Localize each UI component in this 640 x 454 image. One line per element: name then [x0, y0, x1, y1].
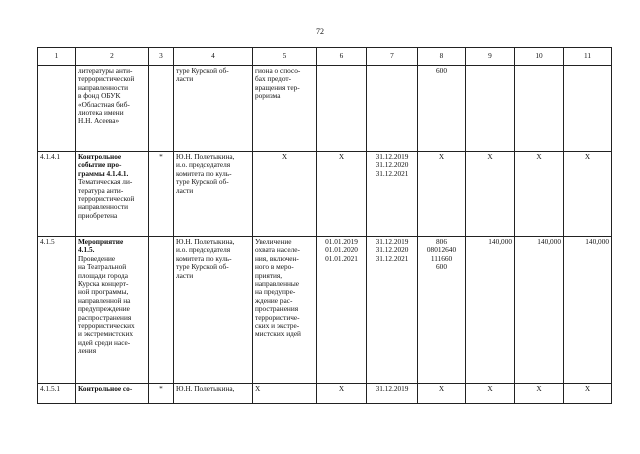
- cell-text-line: ских и экстре-: [255, 321, 300, 331]
- cell-text-line: 01.01.2019: [325, 237, 358, 246]
- cell-text-line: комитета по куль-: [176, 253, 232, 263]
- cell-responsible: [174, 66, 253, 152]
- cell-value-2020: 140,000: [515, 237, 564, 384]
- cell-text-line: террористических: [78, 321, 135, 331]
- header-cell: 7: [367, 48, 418, 66]
- cell-value-2021: 140,000: [564, 237, 612, 384]
- cell-text-line: 01.01.2021: [325, 253, 358, 263]
- header-cell: 1: [38, 48, 76, 66]
- cell-start-date: [317, 237, 367, 384]
- cell-text-line: предупреждение: [78, 304, 130, 314]
- cell-text-line: X: [255, 384, 261, 393]
- cell-text-line: охвата населе-: [255, 245, 300, 255]
- cell-text-line: мистских идей: [255, 329, 301, 339]
- cell-mark: *: [149, 152, 174, 237]
- cell-code: [418, 152, 466, 237]
- table-row: [38, 384, 612, 404]
- cell-text-line: 31.12.2019: [375, 152, 409, 161]
- cell-mark: [149, 237, 174, 384]
- cell-text-line: Контрольное: [78, 152, 122, 161]
- cell-code: [418, 237, 466, 384]
- cell-text-line: приятия,: [255, 270, 283, 280]
- cell-number: 4.1.4.1: [38, 152, 76, 237]
- cell-text-line: 111660: [430, 253, 453, 263]
- cell-responsible: [174, 384, 253, 404]
- cell-text-line: направленной на: [78, 295, 131, 305]
- cell-text-line: и.о. председателя: [176, 160, 231, 170]
- header-cell: 11: [564, 48, 612, 66]
- cell-text-line: террористиче-: [255, 312, 300, 322]
- cell-text-line: направленные: [255, 279, 300, 289]
- cell-start-date: [317, 384, 367, 404]
- header-cell: 9: [466, 48, 515, 66]
- cell-end-date: [367, 384, 418, 404]
- cell-text-line: ждение рас-: [255, 295, 293, 305]
- cell-mark: [149, 66, 174, 152]
- cell-text-line: Курска концерт-: [78, 279, 129, 289]
- cell-text-line: направленности: [78, 202, 129, 212]
- header-cell: 4: [174, 48, 253, 66]
- cell-text-line: лиотека имени: [78, 108, 124, 118]
- cell-text-line: вращения тер-: [255, 82, 300, 92]
- plan-table: [37, 47, 612, 404]
- cell-number: [38, 66, 76, 152]
- cell-value-2021: [564, 66, 612, 152]
- cell-text-line: Контрольное со-: [78, 384, 133, 393]
- cell-end-date: [367, 237, 418, 384]
- cell-result: [253, 237, 317, 384]
- cell-value-2021: X: [564, 384, 612, 404]
- cell-text-line: событие про-: [78, 160, 122, 170]
- cell-text-line: 600: [436, 262, 447, 272]
- cell-text-line: 01.01.2020: [325, 245, 358, 255]
- cell-text-line: приобретена: [78, 210, 118, 220]
- cell-result: [253, 384, 317, 404]
- cell-text-line: туре Курской об-: [176, 262, 229, 272]
- cell-text-line: туре Курской об-: [176, 177, 229, 187]
- cell-text-line: ласти: [176, 270, 194, 280]
- cell-text-line: 31.12.2020: [375, 245, 409, 255]
- cell-text-line: Проведение: [78, 253, 116, 263]
- cell-text-line: 31.12.2019: [375, 237, 409, 246]
- cell-text-line: тература анти-: [78, 185, 124, 195]
- cell-result: [253, 66, 317, 152]
- cell-number: 4.1.5.1: [38, 384, 76, 404]
- cell-text-line: граммы 4.1.4.1.: [78, 168, 129, 178]
- cell-event: [76, 66, 149, 152]
- cell-text-line: ласти: [176, 185, 194, 195]
- table-header-row: [38, 48, 612, 66]
- cell-text-line: террористической: [78, 194, 135, 204]
- cell-text-line: 08012640: [426, 245, 457, 255]
- cell-mark: *: [149, 384, 174, 404]
- cell-text-line: гиона о спосо-: [255, 66, 301, 75]
- cell-text-line: в фонд ОБУК: [78, 91, 121, 101]
- cell-value-2020: X: [515, 384, 564, 404]
- cell-text-line: Мероприятие: [78, 237, 124, 246]
- cell-text-line: Тематическая ли-: [78, 177, 133, 187]
- cell-end-date: [367, 152, 418, 237]
- cell-text-line: 600: [436, 66, 447, 75]
- cell-text-line: бах предот-: [255, 74, 292, 84]
- cell-text-line: комитета по куль-: [176, 168, 232, 178]
- cell-value-2019: [466, 66, 515, 152]
- cell-text-line: литературы анти-: [78, 66, 133, 75]
- cell-event: [76, 152, 149, 237]
- cell-text-line: направленности: [78, 82, 129, 92]
- cell-code: [418, 66, 466, 152]
- cell-text-line: распространения: [78, 312, 132, 322]
- cell-text-line: идей среди насе-: [78, 337, 131, 347]
- cell-text-line: пространения: [255, 304, 299, 314]
- cell-text-line: и экстремистских: [78, 329, 134, 339]
- cell-text-line: ного в меро-: [255, 262, 294, 272]
- cell-result: [253, 152, 317, 237]
- cell-responsible: [174, 237, 253, 384]
- table-row: [38, 237, 612, 384]
- cell-text-line: X: [338, 152, 345, 161]
- cell-start-date: [317, 152, 367, 237]
- header-cell: 10: [515, 48, 564, 66]
- cell-text-line: площади города: [78, 270, 128, 280]
- cell-value-2019: X: [466, 152, 515, 237]
- header-cell: 3: [149, 48, 174, 66]
- table-row: [38, 152, 612, 237]
- cell-text-line: ления: [78, 346, 97, 356]
- cell-text-line: на Театральной: [78, 262, 127, 272]
- cell-text-line: Увеличение: [255, 237, 292, 246]
- cell-event: [76, 237, 149, 384]
- cell-number: 4.1.5: [38, 237, 76, 384]
- cell-text-line: роризма: [255, 91, 281, 101]
- cell-text-line: 31.12.2021: [375, 168, 409, 178]
- header-cell: 6: [317, 48, 367, 66]
- cell-text-line: террористической: [78, 74, 135, 84]
- cell-text-line: X: [281, 152, 288, 161]
- header-cell: 8: [418, 48, 466, 66]
- cell-event: [76, 384, 149, 404]
- cell-end-date: [367, 66, 418, 152]
- table-row: [38, 66, 612, 152]
- cell-text-line: Ю.Н. Полетыкина,: [176, 237, 235, 246]
- cell-text-line: ной программы,: [78, 287, 129, 297]
- cell-text-line: X: [438, 384, 445, 393]
- cell-code: [418, 384, 466, 404]
- cell-text-line: Ю.Н. Полетыкина,: [176, 152, 235, 161]
- cell-text-line: 31.12.2021: [375, 253, 409, 263]
- cell-text-line: и.о. председателя: [176, 245, 231, 255]
- cell-text-line: 806: [436, 237, 447, 246]
- cell-text-line: X: [338, 384, 345, 393]
- cell-text-line: ния, включен-: [255, 253, 299, 263]
- cell-start-date: [317, 66, 367, 152]
- cell-value-2019: X: [466, 384, 515, 404]
- cell-text-line: ласти: [176, 74, 194, 84]
- cell-value-2021: X: [564, 152, 612, 237]
- page-number: 72: [316, 27, 324, 36]
- cell-text-line: Ю.Н. Полетыкина,: [176, 384, 235, 393]
- cell-text-line: 4.1.5.: [78, 245, 95, 255]
- header-cell: 2: [76, 48, 149, 66]
- cell-text-line: X: [438, 152, 445, 161]
- header-cell: 5: [253, 48, 317, 66]
- cell-text-line: «Областная биб-: [78, 99, 130, 109]
- cell-text-line: Н.Н. Асеева»: [78, 116, 120, 126]
- cell-text-line: туре Курской об-: [176, 66, 229, 75]
- cell-text-line: на предупре-: [255, 287, 296, 297]
- cell-text-line: 31.12.2019: [375, 384, 409, 393]
- cell-responsible: [174, 152, 253, 237]
- cell-value-2020: X: [515, 152, 564, 237]
- cell-value-2020: [515, 66, 564, 152]
- cell-text-line: 31.12.2020: [375, 160, 409, 170]
- cell-value-2019: 140,000: [466, 237, 515, 384]
